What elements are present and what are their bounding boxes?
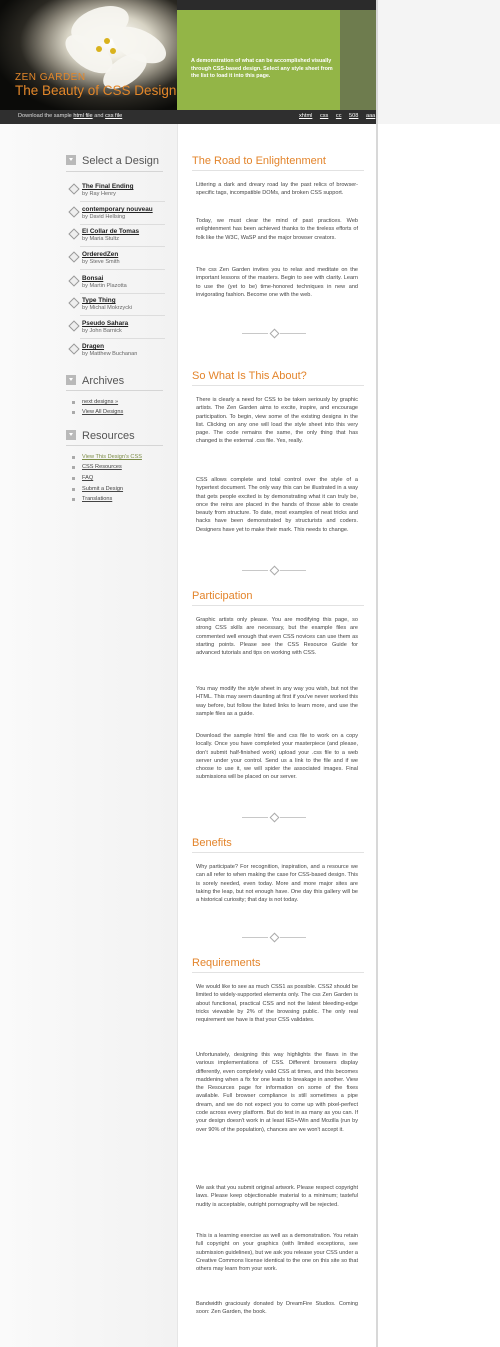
- resources-label: Resources: [82, 430, 135, 442]
- right-margin: [378, 124, 500, 1347]
- archives-heading: [66, 375, 124, 387]
- paragraph: Download the sample html file and css file to work on a copy locally. Once you have completed your masterpiece (and please, don't submit half-finished work) upload your .css file to a web server under your control. Send us a link to the file and if we choose to use it, we will spider the associated images. Final submissions will be placed on our server.: [196, 733, 358, 781]
- paragraph: Littering a dark and dreary road lay the past relics of browser-specific tags, incompatible DOMs, and broken CSS support.: [196, 182, 358, 197]
- site-summary: A demonstration of what can be accomplished visually through CSS-based design. Select any style sheet from the list to load it into this page.: [191, 58, 333, 79]
- select-design-heading: [66, 155, 159, 167]
- paragraph: Graphic artists only please. You are modifying this page, so strong CSS skills are necessary, but the example files are commented well enough that even CSS novices can use them as starting points. Please see the CSS Resource Guide for advanced tutorials and tips on working with CSS.: [196, 617, 358, 657]
- section-rule: [192, 972, 364, 973]
- css-resources-link[interactable]: CSS Resources: [82, 464, 122, 470]
- next-designs-link[interactable]: next designs »: [82, 399, 119, 405]
- view-design-css-link[interactable]: View This Design's CSS: [82, 454, 142, 460]
- section-title-benefits: Benefits: [192, 837, 232, 849]
- section-title-participation: Participation: [192, 590, 253, 602]
- design-title[interactable]: El Collar de Tomas: [82, 228, 140, 235]
- paragraph: Why participate? For recognition, inspiration, and a resource we can all refer to when making the case for CSS-based design. This is sorely needed, even today. More and more major sites are taking the leap, but not enough have. One day this gallery will be a historical curiosity; that day is not today.: [196, 864, 358, 904]
- design-author: by Steve Smith: [82, 259, 120, 265]
- paragraph: Unfortunately, designing this way highlights the flaws in the various implementations of CSS. Different browsers display differently, even completely valid CSS at times, and this becomes maddening when a fix for one leads to breakage in another. View the Resources page for information on some of the fixes available. Full browser compliance is still sometimes a pipe dream, and we do not expect you to come up with pixel-perfect code across every platform. But do test in as many as you can. If your design doesn't work in at least IE5+/Win and Mozilla (run by over 90% of the population), chances are we won't accept it.: [196, 1052, 358, 1133]
- summary-panel-edge: [340, 10, 378, 110]
- section-ornament: [242, 814, 306, 821]
- download-line: [18, 113, 122, 119]
- heading-rule: [66, 445, 163, 446]
- section-title-enlightenment: The Road to Enlightenment: [192, 155, 326, 167]
- paragraph: The css Zen Garden invites you to relax and meditate on the important lessons of the masters. Begin to see with clarity. Learn to use the (yet to be) time-honored techniques in new and invigorating fashion. Become one with the web.: [196, 267, 358, 298]
- section-ornament: [242, 330, 306, 337]
- item-separator: [80, 246, 165, 247]
- header: [0, 0, 500, 110]
- section-rule: [192, 852, 364, 853]
- download-bar-right: [378, 110, 500, 124]
- resources-heading: [66, 430, 135, 442]
- design-author: by Martin Plazotta: [82, 283, 127, 289]
- site-tagline: The Beauty of CSS Design: [15, 83, 177, 98]
- design-author: by David Hellsing: [82, 214, 126, 220]
- design-title[interactable]: Dragen: [82, 343, 105, 350]
- heading-rule: [66, 390, 163, 391]
- design-title[interactable]: contemporary nouveau: [82, 206, 153, 213]
- paragraph: There is clearly a need for CSS to be taken seriously by graphic artists. The Zen Garden aims to excite, inspire, and encourage participation. To begin, view some of the existing designs in the list. Clicking on any one will load the style sheet into this very page. The code remains the same, the only thing that has changed is the external .css file. Yes, really.: [196, 397, 358, 445]
- paragraph: We would like to see as much CSS1 as possible. CSS2 should be limited to widely-supported elements only. The css Zen Garden is about functional, practical CSS and not the latest bleeding-edge tricks viewable by 2% of the browsing public. The only real requirement we have is that your CSS validates.: [196, 984, 358, 1024]
- download-and: and: [94, 113, 104, 119]
- xhtml-link[interactable]: xhtml: [299, 113, 313, 119]
- design-author: by John Barnick: [82, 328, 122, 334]
- arrow-down-icon: [66, 155, 76, 165]
- view-all-designs-link[interactable]: View All Designs: [82, 409, 124, 415]
- item-separator: [80, 224, 165, 225]
- item-separator: [80, 293, 165, 294]
- paragraph: You may modify the style sheet in any way you wish, but not the HTML. This may seem daunting at first if you've never worked this way before, but follow the listed links to learn more, and use the sample files as a guide.: [196, 686, 358, 717]
- design-title[interactable]: Bonsai: [82, 275, 104, 282]
- design-author: by Maria Stultz: [82, 236, 119, 242]
- design-author: by Michal Mokrzycki: [82, 305, 133, 311]
- paragraph: Bandwidth graciously donated by DreamFire Studios. Coming soon: Zen Garden, the book.: [196, 1301, 358, 1316]
- design-title[interactable]: OrderedZen: [82, 251, 119, 258]
- design-author: by Matthew Buchanan: [82, 351, 138, 357]
- item-separator: [80, 269, 165, 270]
- 508-link[interactable]: 508: [349, 113, 359, 119]
- section-rule: [192, 170, 364, 171]
- paragraph: This is a learning exercise as well as a demonstration. You retain full copyright on your graphics (with limited exceptions, see submission guidelines), but we ask you release your CSS under a Creative Commons license identical to the one on this site so that others may learn from your work.: [196, 1233, 358, 1273]
- design-title[interactable]: Type Thing: [82, 297, 116, 304]
- design-title[interactable]: Pseudo Sahara: [82, 320, 129, 327]
- translations-link[interactable]: Translations: [82, 496, 113, 502]
- site-name: ZEN GARDEN: [15, 72, 86, 83]
- archives-label: Archives: [82, 375, 125, 387]
- aaa-link[interactable]: aaa: [365, 113, 376, 119]
- select-design-label: Select a Design: [82, 155, 160, 167]
- arrow-down-icon: [66, 375, 76, 385]
- paragraph: CSS allows complete and total control over the style of a hypertext document. The only way this can be illustrated in a way that gets people excited is by demonstrating what it can truly be, once the reins are placed in the hands of those able to create beauty from structure. To date, most examples of neat tricks and hacks have been demonstrated by structurists and coders. Designers have yet to make their mark. This needs to change.: [196, 477, 358, 533]
- arrow-down-icon: [66, 430, 76, 440]
- page-right-border: [376, 0, 378, 1347]
- design-author: by Ray Henry: [82, 191, 116, 197]
- design-title[interactable]: The Final Ending: [82, 183, 134, 190]
- header-right-blank: [378, 0, 500, 110]
- section-title-about: So What Is This About?: [192, 370, 307, 382]
- section-rule: [192, 385, 364, 386]
- faq-link[interactable]: FAQ: [82, 475, 94, 481]
- css-valid-link[interactable]: css: [319, 113, 329, 119]
- paragraph: We ask that you submit original artwork. Please respect copyright laws. Please keep objectionable material to a minimum; tasteful nudity is acceptable, outright pornography will be rejected.: [196, 1185, 358, 1208]
- submit-design-link[interactable]: Submit a Design: [82, 486, 124, 492]
- section-title-requirements: Requirements: [192, 957, 261, 969]
- column-divider: [177, 124, 178, 1347]
- section-ornament: [242, 934, 306, 941]
- validation-links: [293, 113, 375, 119]
- item-separator: [80, 201, 165, 202]
- cc-link[interactable]: cc: [335, 113, 342, 119]
- section-ornament: [242, 567, 306, 574]
- item-separator: [80, 338, 165, 339]
- item-separator: [80, 315, 165, 316]
- heading-rule: [66, 171, 163, 172]
- html-file-link[interactable]: html file: [73, 113, 93, 119]
- section-rule: [192, 605, 364, 606]
- css-file-link[interactable]: css file: [105, 113, 123, 119]
- paragraph: Today, we must clear the mind of past practices. Web enlightenment has been achieved thanks to the tireless efforts of folk like the W3C, WaSP and the major browser creators.: [196, 218, 358, 241]
- download-prefix: Download the sample: [18, 113, 72, 119]
